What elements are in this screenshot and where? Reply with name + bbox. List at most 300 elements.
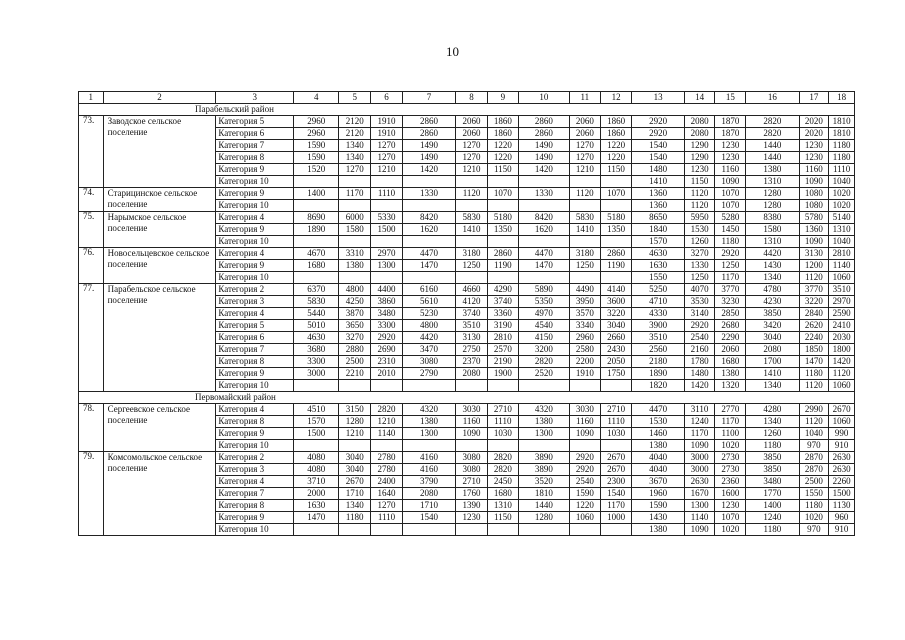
- value-cell: 1310: [746, 176, 799, 188]
- value-cell: 1410: [569, 224, 600, 236]
- value-cell: 1440: [746, 140, 799, 152]
- value-cell: 4400: [371, 284, 403, 296]
- value-cell: 2020: [799, 128, 829, 140]
- value-cell: 1150: [487, 164, 518, 176]
- category-cell: Категория 10: [216, 524, 294, 536]
- settlement-number: 75.: [79, 212, 104, 248]
- value-cell: 3000: [294, 368, 339, 380]
- category-cell: Категория 9: [216, 224, 294, 236]
- column-number-cell: 8: [456, 92, 488, 104]
- column-number-cell: 17: [799, 92, 829, 104]
- value-cell: 1290: [684, 140, 715, 152]
- value-cell: [339, 272, 371, 284]
- value-cell: 3030: [456, 404, 488, 416]
- column-number-cell: 14: [684, 92, 715, 104]
- value-cell: 2920: [632, 128, 684, 140]
- settlement-number: 73.: [79, 116, 104, 188]
- settlement-number: 77.: [79, 284, 104, 392]
- value-cell: 1350: [487, 224, 518, 236]
- column-number-cell: 10: [518, 92, 569, 104]
- value-cell: 1320: [715, 380, 746, 392]
- value-cell: 3740: [456, 308, 488, 320]
- value-cell: 2520: [518, 368, 569, 380]
- value-cell: [487, 380, 518, 392]
- value-cell: 2870: [799, 464, 829, 476]
- value-cell: 1420: [518, 164, 569, 176]
- value-cell: 3850: [746, 464, 799, 476]
- value-cell: 1180: [799, 368, 829, 380]
- column-number-cell: 11: [569, 92, 600, 104]
- value-cell: 2630: [684, 476, 715, 488]
- value-cell: 1500: [829, 488, 855, 500]
- value-cell: 1250: [715, 260, 746, 272]
- value-cell: 990: [829, 428, 855, 440]
- value-cell: 1270: [456, 152, 488, 164]
- value-cell: 1490: [518, 140, 569, 152]
- value-cell: 3480: [371, 308, 403, 320]
- value-cell: 1120: [684, 188, 715, 200]
- value-cell: 1070: [715, 188, 746, 200]
- value-cell: 1530: [684, 224, 715, 236]
- value-cell: 2850: [715, 308, 746, 320]
- value-cell: 2450: [487, 476, 518, 488]
- value-cell: 1500: [371, 224, 403, 236]
- value-cell: [371, 524, 403, 536]
- value-cell: 2730: [715, 464, 746, 476]
- value-cell: 1160: [456, 416, 488, 428]
- value-cell: 5330: [371, 212, 403, 224]
- value-cell: 1540: [600, 488, 632, 500]
- value-cell: 6370: [294, 284, 339, 296]
- value-cell: 1270: [456, 140, 488, 152]
- value-cell: 3150: [339, 404, 371, 416]
- column-number-cell: 7: [402, 92, 455, 104]
- value-cell: 1540: [632, 152, 684, 164]
- value-cell: 3110: [684, 404, 715, 416]
- value-cell: 4320: [402, 404, 455, 416]
- category-cell: Категория 4: [216, 404, 294, 416]
- value-cell: 8380: [746, 212, 799, 224]
- value-cell: 1300: [518, 428, 569, 440]
- value-cell: 1680: [715, 356, 746, 368]
- value-cell: 4040: [632, 464, 684, 476]
- category-cell: Категория 5: [216, 116, 294, 128]
- value-cell: 4490: [569, 284, 600, 296]
- value-cell: 1710: [402, 500, 455, 512]
- value-cell: 1580: [339, 224, 371, 236]
- value-cell: 1360: [632, 188, 684, 200]
- value-cell: 1230: [799, 152, 829, 164]
- value-cell: 1680: [487, 488, 518, 500]
- value-cell: 1170: [715, 416, 746, 428]
- value-cell: 1020: [715, 524, 746, 536]
- value-cell: [371, 176, 403, 188]
- value-cell: 1800: [829, 344, 855, 356]
- value-cell: [294, 380, 339, 392]
- value-cell: [518, 380, 569, 392]
- value-cell: 1410: [632, 176, 684, 188]
- value-cell: 1960: [632, 488, 684, 500]
- value-cell: 4420: [746, 248, 799, 260]
- value-cell: [294, 200, 339, 212]
- value-cell: [487, 524, 518, 536]
- value-cell: 1860: [600, 116, 632, 128]
- value-cell: 1200: [799, 260, 829, 272]
- value-cell: 2860: [600, 248, 632, 260]
- value-cell: 3860: [371, 296, 403, 308]
- value-cell: 1710: [339, 488, 371, 500]
- value-cell: 2920: [569, 464, 600, 476]
- category-cell: Категория 9: [216, 512, 294, 524]
- value-cell: [487, 236, 518, 248]
- value-cell: 3000: [684, 452, 715, 464]
- value-cell: 4660: [456, 284, 488, 296]
- value-cell: 3680: [294, 344, 339, 356]
- value-cell: 4160: [402, 452, 455, 464]
- value-cell: 3140: [684, 308, 715, 320]
- value-cell: 1550: [799, 488, 829, 500]
- value-cell: 4160: [402, 464, 455, 476]
- category-cell: Категория 9: [216, 164, 294, 176]
- value-cell: 970: [799, 440, 829, 452]
- value-cell: 3520: [518, 476, 569, 488]
- value-cell: 4290: [487, 284, 518, 296]
- value-cell: 1250: [569, 260, 600, 272]
- value-cell: [518, 200, 569, 212]
- value-cell: 2260: [829, 476, 855, 488]
- value-cell: 6160: [402, 284, 455, 296]
- value-cell: 2000: [294, 488, 339, 500]
- value-cell: 3300: [294, 356, 339, 368]
- value-cell: 2060: [456, 116, 488, 128]
- value-cell: 2540: [684, 332, 715, 344]
- value-cell: 1570: [632, 236, 684, 248]
- value-cell: 2670: [600, 464, 632, 476]
- value-cell: [600, 200, 632, 212]
- column-number-cell: 2: [103, 92, 216, 104]
- value-cell: 2620: [799, 320, 829, 332]
- value-cell: 1590: [632, 500, 684, 512]
- value-cell: 1250: [456, 260, 488, 272]
- value-cell: 1420: [402, 164, 455, 176]
- value-cell: 1380: [746, 164, 799, 176]
- value-cell: 2690: [371, 344, 403, 356]
- value-cell: 1490: [402, 140, 455, 152]
- value-cell: 3040: [600, 320, 632, 332]
- value-cell: 1340: [746, 380, 799, 392]
- value-cell: 1380: [518, 416, 569, 428]
- column-number-cell: 6: [371, 92, 403, 104]
- value-cell: [518, 236, 569, 248]
- value-cell: 4250: [339, 296, 371, 308]
- value-cell: 1280: [339, 416, 371, 428]
- value-cell: [371, 272, 403, 284]
- value-cell: 2820: [371, 404, 403, 416]
- value-cell: 2240: [799, 332, 829, 344]
- value-cell: 8420: [402, 212, 455, 224]
- value-cell: 1220: [487, 152, 518, 164]
- value-cell: 3600: [600, 296, 632, 308]
- category-cell: Категория 10: [216, 380, 294, 392]
- value-cell: 2300: [600, 476, 632, 488]
- value-cell: [456, 440, 488, 452]
- value-cell: 1000: [600, 512, 632, 524]
- value-cell: [456, 272, 488, 284]
- settlement-name: Комсомольское сельское поселение: [103, 452, 216, 536]
- value-cell: 3900: [632, 320, 684, 332]
- value-cell: 2710: [487, 404, 518, 416]
- value-cell: [371, 200, 403, 212]
- page-number: 10: [446, 44, 459, 59]
- value-cell: 3040: [746, 332, 799, 344]
- value-cell: 1470: [799, 356, 829, 368]
- value-cell: 2400: [371, 476, 403, 488]
- value-cell: 4070: [684, 284, 715, 296]
- value-cell: 1280: [746, 200, 799, 212]
- value-cell: 2820: [487, 464, 518, 476]
- value-cell: 1390: [456, 500, 488, 512]
- value-cell: 1180: [829, 140, 855, 152]
- value-cell: [456, 236, 488, 248]
- value-cell: 2570: [487, 344, 518, 356]
- value-cell: 1630: [632, 260, 684, 272]
- value-cell: 1640: [371, 488, 403, 500]
- value-cell: 2860: [487, 248, 518, 260]
- category-cell: Категория 9: [216, 368, 294, 380]
- value-cell: 1330: [684, 260, 715, 272]
- value-cell: 2370: [456, 356, 488, 368]
- value-cell: 1160: [569, 416, 600, 428]
- value-cell: 1630: [294, 500, 339, 512]
- value-cell: 2190: [487, 356, 518, 368]
- value-cell: 2630: [829, 464, 855, 476]
- column-number-cell: 16: [746, 92, 799, 104]
- value-cell: [339, 176, 371, 188]
- value-cell: 2780: [371, 452, 403, 464]
- value-cell: 4470: [402, 248, 455, 260]
- value-cell: [569, 524, 600, 536]
- value-cell: 2960: [569, 332, 600, 344]
- value-cell: 1180: [746, 524, 799, 536]
- value-cell: 3180: [569, 248, 600, 260]
- value-cell: 1290: [684, 152, 715, 164]
- value-cell: 1270: [569, 152, 600, 164]
- value-cell: 1110: [371, 188, 403, 200]
- value-cell: 1160: [799, 164, 829, 176]
- value-cell: 1550: [632, 272, 684, 284]
- value-cell: 1460: [632, 428, 684, 440]
- column-number-cell: 4: [294, 92, 339, 104]
- value-cell: 1910: [371, 128, 403, 140]
- value-cell: [371, 380, 403, 392]
- value-cell: 2820: [518, 356, 569, 368]
- value-cell: 1540: [632, 140, 684, 152]
- value-cell: 1230: [684, 164, 715, 176]
- value-cell: 1190: [600, 260, 632, 272]
- table-body: [79, 92, 855, 536]
- value-cell: [402, 236, 455, 248]
- value-cell: 3040: [339, 452, 371, 464]
- value-cell: 2860: [402, 128, 455, 140]
- value-cell: 3200: [518, 344, 569, 356]
- value-cell: 1270: [371, 500, 403, 512]
- value-cell: 2030: [829, 332, 855, 344]
- value-cell: 1850: [799, 344, 829, 356]
- value-cell: 8690: [294, 212, 339, 224]
- value-cell: 3890: [518, 464, 569, 476]
- table-row: [79, 248, 855, 260]
- value-cell: 1020: [715, 440, 746, 452]
- value-cell: 1210: [371, 164, 403, 176]
- value-cell: 4540: [518, 320, 569, 332]
- value-cell: 1280: [518, 512, 569, 524]
- value-cell: 2160: [684, 344, 715, 356]
- value-cell: 1130: [829, 500, 855, 512]
- value-cell: [294, 272, 339, 284]
- column-number-cell: 15: [715, 92, 746, 104]
- value-cell: 1860: [487, 128, 518, 140]
- value-cell: 3530: [684, 296, 715, 308]
- value-cell: 4040: [632, 452, 684, 464]
- value-cell: 3870: [339, 308, 371, 320]
- value-cell: 1340: [339, 140, 371, 152]
- value-cell: 3030: [569, 404, 600, 416]
- value-cell: 3650: [339, 320, 371, 332]
- value-cell: 1060: [829, 416, 855, 428]
- value-cell: 1210: [569, 164, 600, 176]
- value-cell: 2860: [518, 128, 569, 140]
- category-cell: Категория 10: [216, 200, 294, 212]
- value-cell: 2290: [715, 332, 746, 344]
- value-cell: 1820: [632, 380, 684, 392]
- value-cell: 3270: [684, 248, 715, 260]
- value-cell: 5780: [799, 212, 829, 224]
- category-cell: Категория 4: [216, 476, 294, 488]
- settlement-name: Новосельцевское сельское поселение: [103, 248, 216, 284]
- value-cell: [339, 200, 371, 212]
- value-cell: 1140: [829, 260, 855, 272]
- value-cell: 4780: [746, 284, 799, 296]
- value-cell: 2080: [684, 116, 715, 128]
- value-cell: 2920: [371, 332, 403, 344]
- value-cell: 1270: [339, 164, 371, 176]
- value-cell: 970: [799, 524, 829, 536]
- value-cell: 1110: [487, 416, 518, 428]
- value-cell: [600, 524, 632, 536]
- district-row: [79, 104, 855, 116]
- value-cell: 1090: [799, 176, 829, 188]
- value-cell: 1860: [600, 128, 632, 140]
- value-cell: 3310: [339, 248, 371, 260]
- value-cell: [339, 380, 371, 392]
- category-cell: Категория 4: [216, 212, 294, 224]
- value-cell: 2630: [829, 452, 855, 464]
- value-cell: 1040: [829, 176, 855, 188]
- value-cell: 1090: [569, 428, 600, 440]
- value-cell: 1170: [339, 188, 371, 200]
- value-cell: 1330: [518, 188, 569, 200]
- value-cell: 2750: [456, 344, 488, 356]
- value-cell: 3180: [456, 248, 488, 260]
- value-cell: [600, 380, 632, 392]
- value-cell: 2990: [799, 404, 829, 416]
- value-cell: 3890: [518, 452, 569, 464]
- value-cell: 4970: [518, 308, 569, 320]
- value-cell: 1680: [294, 260, 339, 272]
- value-cell: [371, 236, 403, 248]
- value-cell: 1410: [456, 224, 488, 236]
- value-cell: 1220: [569, 500, 600, 512]
- value-cell: 8650: [632, 212, 684, 224]
- value-cell: 3300: [371, 320, 403, 332]
- value-cell: 1110: [371, 512, 403, 524]
- value-cell: 3340: [569, 320, 600, 332]
- value-cell: 3270: [339, 332, 371, 344]
- value-cell: 1760: [456, 488, 488, 500]
- value-cell: 1890: [294, 224, 339, 236]
- value-cell: 1310: [746, 236, 799, 248]
- value-cell: 2920: [715, 248, 746, 260]
- table-row: [79, 404, 855, 416]
- value-cell: 1520: [294, 164, 339, 176]
- value-cell: 2080: [684, 128, 715, 140]
- value-cell: 1270: [371, 140, 403, 152]
- value-cell: [569, 200, 600, 212]
- value-cell: 1810: [829, 128, 855, 140]
- value-cell: [371, 440, 403, 452]
- district-title: Первомайский район: [79, 392, 855, 404]
- value-cell: 2200: [569, 356, 600, 368]
- category-cell: Категория 6: [216, 332, 294, 344]
- value-cell: [487, 176, 518, 188]
- value-cell: 3040: [339, 464, 371, 476]
- value-cell: 3130: [799, 248, 829, 260]
- settlement-name: Заводское сельское поселение: [103, 116, 216, 188]
- value-cell: 1450: [715, 224, 746, 236]
- value-cell: 1230: [799, 140, 829, 152]
- value-cell: 1030: [487, 428, 518, 440]
- value-cell: 4320: [518, 404, 569, 416]
- settlement-name: Сергеевское сельское поселение: [103, 404, 216, 452]
- category-cell: Категория 8: [216, 416, 294, 428]
- value-cell: 1180: [339, 512, 371, 524]
- value-cell: 1380: [632, 524, 684, 536]
- value-cell: 3770: [715, 284, 746, 296]
- value-cell: 3470: [402, 344, 455, 356]
- value-cell: 910: [829, 440, 855, 452]
- value-cell: 5610: [402, 296, 455, 308]
- value-cell: [402, 380, 455, 392]
- value-cell: 1160: [715, 164, 746, 176]
- table-row: [79, 188, 855, 200]
- value-cell: 1470: [294, 512, 339, 524]
- value-cell: 5140: [829, 212, 855, 224]
- value-cell: 3080: [402, 356, 455, 368]
- category-cell: Категория 7: [216, 488, 294, 500]
- value-cell: 1340: [339, 500, 371, 512]
- value-cell: [339, 236, 371, 248]
- category-cell: Категория 8: [216, 152, 294, 164]
- value-cell: 1240: [746, 512, 799, 524]
- value-cell: 2120: [339, 128, 371, 140]
- value-cell: 2670: [600, 452, 632, 464]
- value-cell: 1910: [569, 368, 600, 380]
- value-cell: [339, 440, 371, 452]
- value-cell: 2590: [829, 308, 855, 320]
- value-cell: 1170: [684, 428, 715, 440]
- value-cell: 1120: [684, 200, 715, 212]
- value-cell: 2670: [829, 404, 855, 416]
